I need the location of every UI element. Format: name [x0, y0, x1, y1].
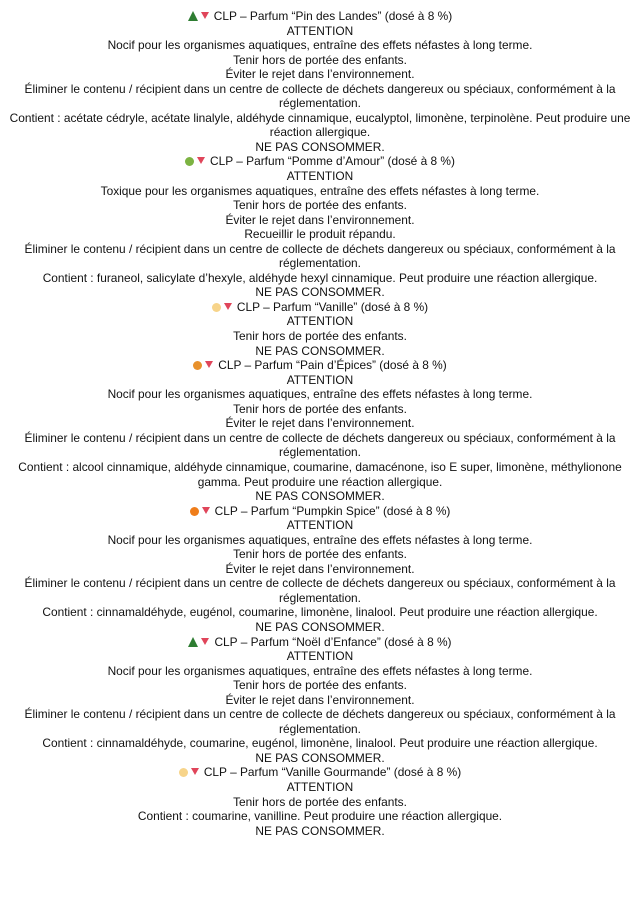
- hazard-statement: Tenir hors de portée des enfants.: [233, 547, 407, 562]
- pumpkin-icon: [190, 507, 199, 516]
- section-heading: [8, 9, 632, 24]
- cookie-icon: [193, 361, 202, 370]
- section-heading: [8, 635, 632, 650]
- hazard-statement: Éliminer le contenu / récipient dans un centre de collecte de déchets dangereux ou spéciaux, conformément à la réglementation.: [24, 81, 616, 111]
- section-title: CLP – Parfum “Vanille” (dosé à 8 %): [236, 299, 429, 314]
- section-heading: [8, 765, 632, 780]
- hazard-statement: Éliminer le contenu / récipient dans un centre de collecte de déchets dangereux ou spéciaux, conformément à la réglementation.: [24, 241, 616, 271]
- clp-section: [8, 9, 632, 154]
- hazard-statement: NE PAS CONSOMMER.: [255, 619, 385, 634]
- hazard-statement: Éviter le rejet dans l’environnement.: [225, 416, 415, 431]
- clp-section: [8, 765, 632, 838]
- red-triangle-icon: [201, 638, 209, 645]
- signal-word: ATTENTION: [286, 649, 354, 664]
- clp-section: [8, 635, 632, 766]
- green-apple-icon: [185, 157, 194, 166]
- tree-icon: [188, 637, 198, 647]
- hazard-statement: Éliminer le contenu / récipient dans un centre de collecte de déchets dangereux ou spéciaux, conformément à la réglementation.: [24, 707, 616, 736]
- hazard-statement: Contient : furaneol, salicylate d’hexyle, aldéhyde hexyl cinnamique. Peut produire une réaction allergique.: [42, 270, 598, 285]
- section-heading: [8, 154, 632, 169]
- red-triangle-icon: [197, 157, 205, 164]
- hazard-statement: Éliminer le contenu / récipient dans un centre de collecte de déchets dangereux ou spéciaux, conformément à la réglementation.: [24, 576, 616, 605]
- hazard-statement: NE PAS CONSOMMER.: [255, 750, 385, 765]
- hazard-statement: Contient : cinnamaldéhyde, coumarine, eugénol, limonène, linalool. Peut produire une réaction allergique.: [42, 736, 598, 751]
- clp-section: [8, 154, 632, 299]
- hazard-statement: Contient : coumarine, vanilline. Peut produire une réaction allergique.: [137, 809, 503, 824]
- hazard-statement: Recueillir le produit répandu.: [244, 227, 396, 242]
- hazard-statement: Éviter le rejet dans l’environnement.: [225, 212, 415, 227]
- signal-word: ATTENTION: [286, 314, 354, 329]
- red-triangle-icon: [202, 507, 210, 514]
- section-heading: [8, 504, 632, 519]
- ice-cream-icon: [212, 303, 221, 312]
- section-title: CLP – Parfum “Pomme d’Amour” (dosé à 8 %): [210, 154, 455, 169]
- red-triangle-icon: [224, 303, 232, 310]
- hazard-statement: NE PAS CONSOMMER.: [255, 285, 385, 300]
- hazard-statement: NE PAS CONSOMMER.: [255, 343, 385, 358]
- signal-word: ATTENTION: [286, 779, 354, 794]
- red-triangle-icon: [205, 361, 213, 368]
- ice-cream-icon: [179, 768, 188, 777]
- signal-word: ATTENTION: [286, 372, 354, 387]
- hazard-statement: Éviter le rejet dans l’environnement.: [225, 692, 415, 707]
- clp-section: [8, 300, 632, 358]
- section-title: CLP – Parfum “Pumpkin Spice” (dosé à 8 %): [214, 503, 451, 518]
- section-title: CLP – Parfum “Pain d’Épices” (dosé à 8 %): [218, 358, 447, 373]
- section-title: CLP – Parfum “Pin des Landes” (dosé à 8 %): [213, 9, 453, 23]
- clp-section: [8, 358, 632, 503]
- hazard-statement: Nocif pour les organismes aquatiques, entraîne des effets néfastes à long terme.: [107, 38, 533, 53]
- tree-icon: [188, 11, 198, 21]
- hazard-statement: Toxique pour les organismes aquatiques, entraîne des effets néfastes à long terme.: [100, 183, 540, 198]
- red-triangle-icon: [201, 12, 209, 19]
- hazard-statement: NE PAS CONSOMMER.: [255, 489, 385, 504]
- hazard-statement: NE PAS CONSOMMER.: [255, 139, 385, 154]
- section-title: CLP – Parfum “Noël d’Enfance” (dosé à 8 %): [214, 634, 452, 649]
- hazard-statement: Tenir hors de portée des enfants.: [233, 401, 407, 416]
- hazard-statement: Tenir hors de portée des enfants.: [233, 678, 407, 693]
- section-title: CLP – Parfum “Vanille Gourmande” (dosé à 8 %): [203, 765, 462, 780]
- hazard-statement: Tenir hors de portée des enfants.: [233, 198, 407, 213]
- hazard-statement: Éliminer le contenu / récipient dans un centre de collecte de déchets dangereux ou spéciaux, conformément à la réglementation.: [24, 430, 616, 460]
- section-heading: [8, 300, 632, 315]
- signal-word: ATTENTION: [286, 518, 354, 533]
- hazard-statement: Tenir hors de portée des enfants.: [233, 52, 407, 67]
- hazard-statement: Contient : cinnamaldéhyde, eugénol, coumarine, limonène, linalool. Peut produire une réaction allergique.: [42, 605, 598, 620]
- hazard-statement: NE PAS CONSOMMER.: [255, 823, 385, 838]
- hazard-statement: Contient : acétate cédryle, acétate linalyle, aldéhyde cinnamique, eucalyptol, limonène, terpinolène. Peut produire une réaction allergique.: [9, 110, 631, 140]
- hazard-statement: Éviter le rejet dans l’environnement.: [225, 67, 415, 82]
- signal-word: ATTENTION: [286, 23, 354, 38]
- hazard-statement: Nocif pour les organismes aquatiques, entraîne des effets néfastes à long terme.: [107, 387, 533, 402]
- hazard-statement: Tenir hors de portée des enfants.: [233, 329, 407, 344]
- hazard-statement: Nocif pour les organismes aquatiques, entraîne des effets néfastes à long terme.: [107, 663, 533, 678]
- clp-labels-document: [8, 0, 632, 838]
- section-heading: [8, 358, 632, 373]
- hazard-statement: Tenir hors de portée des enfants.: [233, 794, 407, 809]
- signal-word: ATTENTION: [286, 169, 354, 184]
- hazard-statement: Nocif pour les organismes aquatiques, entraîne des effets néfastes à long terme.: [107, 532, 533, 547]
- hazard-statement: Contient : alcool cinnamique, aldéhyde cinnamique, coumarine, damacénone, iso E super, limonène, méthylionone gamma. Peut produire une réaction allergique.: [18, 459, 622, 489]
- hazard-statement: Éviter le rejet dans l’environnement.: [225, 561, 415, 576]
- red-triangle-icon: [191, 768, 199, 775]
- clp-section: [8, 504, 632, 635]
